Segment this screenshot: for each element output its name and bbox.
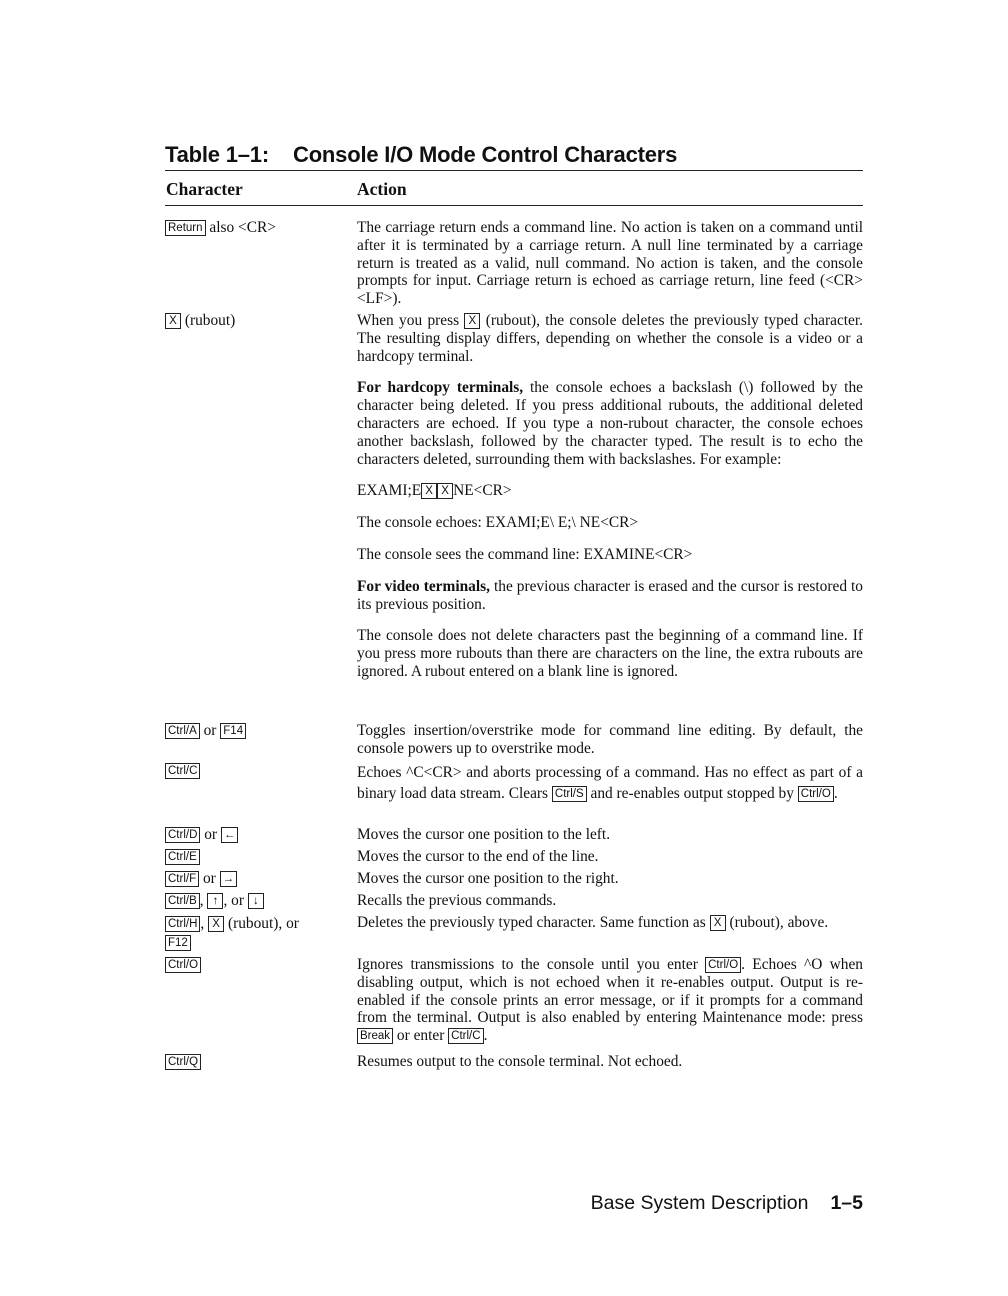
table-number: Table 1–1: — [165, 142, 269, 167]
ctrl-e-key: Ctrl/E — [165, 849, 200, 865]
rubout-key: X — [464, 313, 480, 329]
character-cell: Ctrl/D or ← — [165, 826, 345, 844]
action-cell: Moves the cursor one position to the right. — [357, 870, 619, 887]
ctrl-c-key: Ctrl/C — [448, 1028, 483, 1044]
ctrl-o-key: Ctrl/O — [165, 957, 201, 973]
ctrl-q-key: Ctrl/Q — [165, 1054, 201, 1070]
character-cell: Ctrl/H , X (rubout), or F12 — [165, 914, 350, 952]
example-sees: The console sees the command line: EXAMINE<CR> — [357, 545, 693, 563]
down-arrow-key: ↓ — [248, 893, 264, 909]
action-cell: Moves the cursor to the end of the line. — [357, 848, 599, 865]
action-cell: Moves the cursor one position to the left. — [357, 826, 611, 843]
ctrl-o-key: Ctrl/O — [798, 786, 834, 802]
character-cell: X (rubout) — [165, 312, 345, 330]
action-cell: Deletes the previously typed character. Same function as X (rubout), above. — [357, 914, 829, 931]
rubout-key: X — [421, 483, 437, 499]
ctrl-b-key: Ctrl/B — [165, 893, 200, 909]
ctrl-s-key: Ctrl/S — [552, 786, 587, 802]
character-cell: Ctrl/F or → — [165, 870, 345, 888]
character-cell: Ctrl/B , ↑ , or ↓ — [165, 892, 345, 910]
character-cell — [165, 848, 345, 866]
ctrl-d-key: Ctrl/D — [165, 827, 200, 843]
right-arrow-key: → — [220, 871, 238, 887]
action-cell: Ignores transmissions to the console until you enter Ctrl/O . Echoes ^O when disabling output, which is not echoed when it re-enables output. Output is re-enabled if the console prints an error message, or if it prompts for a command from the terminal. Output is also enabled by entering Maintenance mode: press Break or enter Ctrl/C . — [357, 956, 863, 1045]
character-cell: Ctrl/A or F14 — [165, 722, 345, 740]
break-key: Break — [357, 1028, 393, 1044]
action-cell — [357, 312, 863, 681]
ctrl-a-key: Ctrl/A — [165, 723, 200, 739]
hardcopy-paragraph: For hardcopy terminals, the console echoes a backslash (\) followed by the character being deleted. If you press additional rubouts, the additional deleted characters are echoed. If you type a non-rubout character, the console echoes another backslash, followed by the character typed. The result is to echo the characters deleted, surrounding them with backslashes. For example: — [357, 379, 863, 468]
return-key: Return — [165, 220, 206, 236]
action-cell: Echoes ^C<CR> and aborts processing of a command. Has no effect as part of a binary load data stream. Clears Ctrl/S and re-enables output stopped by Ctrl/O . — [357, 764, 863, 802]
rubout-key: X — [710, 915, 726, 931]
rubout-key: X — [208, 916, 224, 932]
character-cell — [165, 956, 345, 974]
f12-key: F12 — [165, 935, 191, 951]
left-arrow-key: ← — [221, 827, 239, 843]
ctrl-o-key: Ctrl/O — [705, 957, 741, 973]
header-rule — [165, 205, 863, 206]
action-cell: Resumes output to the console terminal. Not echoed. — [357, 1053, 683, 1070]
table-title — [165, 142, 865, 168]
rubout-intro: When you press X (rubout), the console deletes the previously typed character. The resulting display differs, depending on whether the console is a video or a hardcopy terminal. — [357, 312, 864, 365]
f14-key: F14 — [220, 723, 246, 739]
table-caption: Console I/O Mode Control Characters — [293, 142, 678, 167]
ctrl-h-key: Ctrl/H — [165, 916, 200, 932]
example-echo: The console echoes: EXAMI;E\ E;\ NE<CR> — [357, 514, 639, 532]
character-cell — [165, 1053, 345, 1071]
rubout-key: X — [165, 313, 181, 329]
ctrl-f-key: Ctrl/F — [165, 871, 199, 887]
section-title: Base System Description — [590, 1192, 809, 1214]
action-cell: Recalls the previous commands. — [357, 892, 557, 909]
title-rule — [165, 170, 863, 171]
column-header-character: Character — [166, 179, 243, 199]
action-cell: Toggles insertion/overstrike mode for command line editing. By default, the console powers up to overstrike mode. — [357, 722, 863, 757]
page-number: 1–5 — [830, 1192, 863, 1214]
video-paragraph: For video terminals, the previous character is erased and the cursor is restored to its previous position. — [357, 577, 864, 613]
page-footer — [560, 1192, 863, 1215]
example-input: EXAMI;E X X NE<CR> — [357, 482, 512, 500]
character-cell — [165, 762, 345, 780]
ctrl-c-key: Ctrl/C — [165, 763, 200, 779]
character-cell: Return also <CR> — [165, 219, 345, 237]
blank-line-paragraph: The console does not delete characters past the beginning of a command line. If you press more rubouts than there are characters on the line, the extra rubouts are ignored. A rubout entered on a blank line is ignored. — [357, 627, 863, 680]
rubout-key: X — [437, 483, 453, 499]
action-cell: The carriage return ends a command line. No action is taken on a command until after it is terminated by a carriage return. A null line terminated by a carriage return is treated as a valid, null command. No action is taken, and the console prompts for input. Carriage return is echoed as carriage return, line feed (<CR><LF>). — [357, 219, 863, 308]
up-arrow-key: ↑ — [207, 893, 223, 909]
column-header-action: Action — [357, 179, 407, 199]
